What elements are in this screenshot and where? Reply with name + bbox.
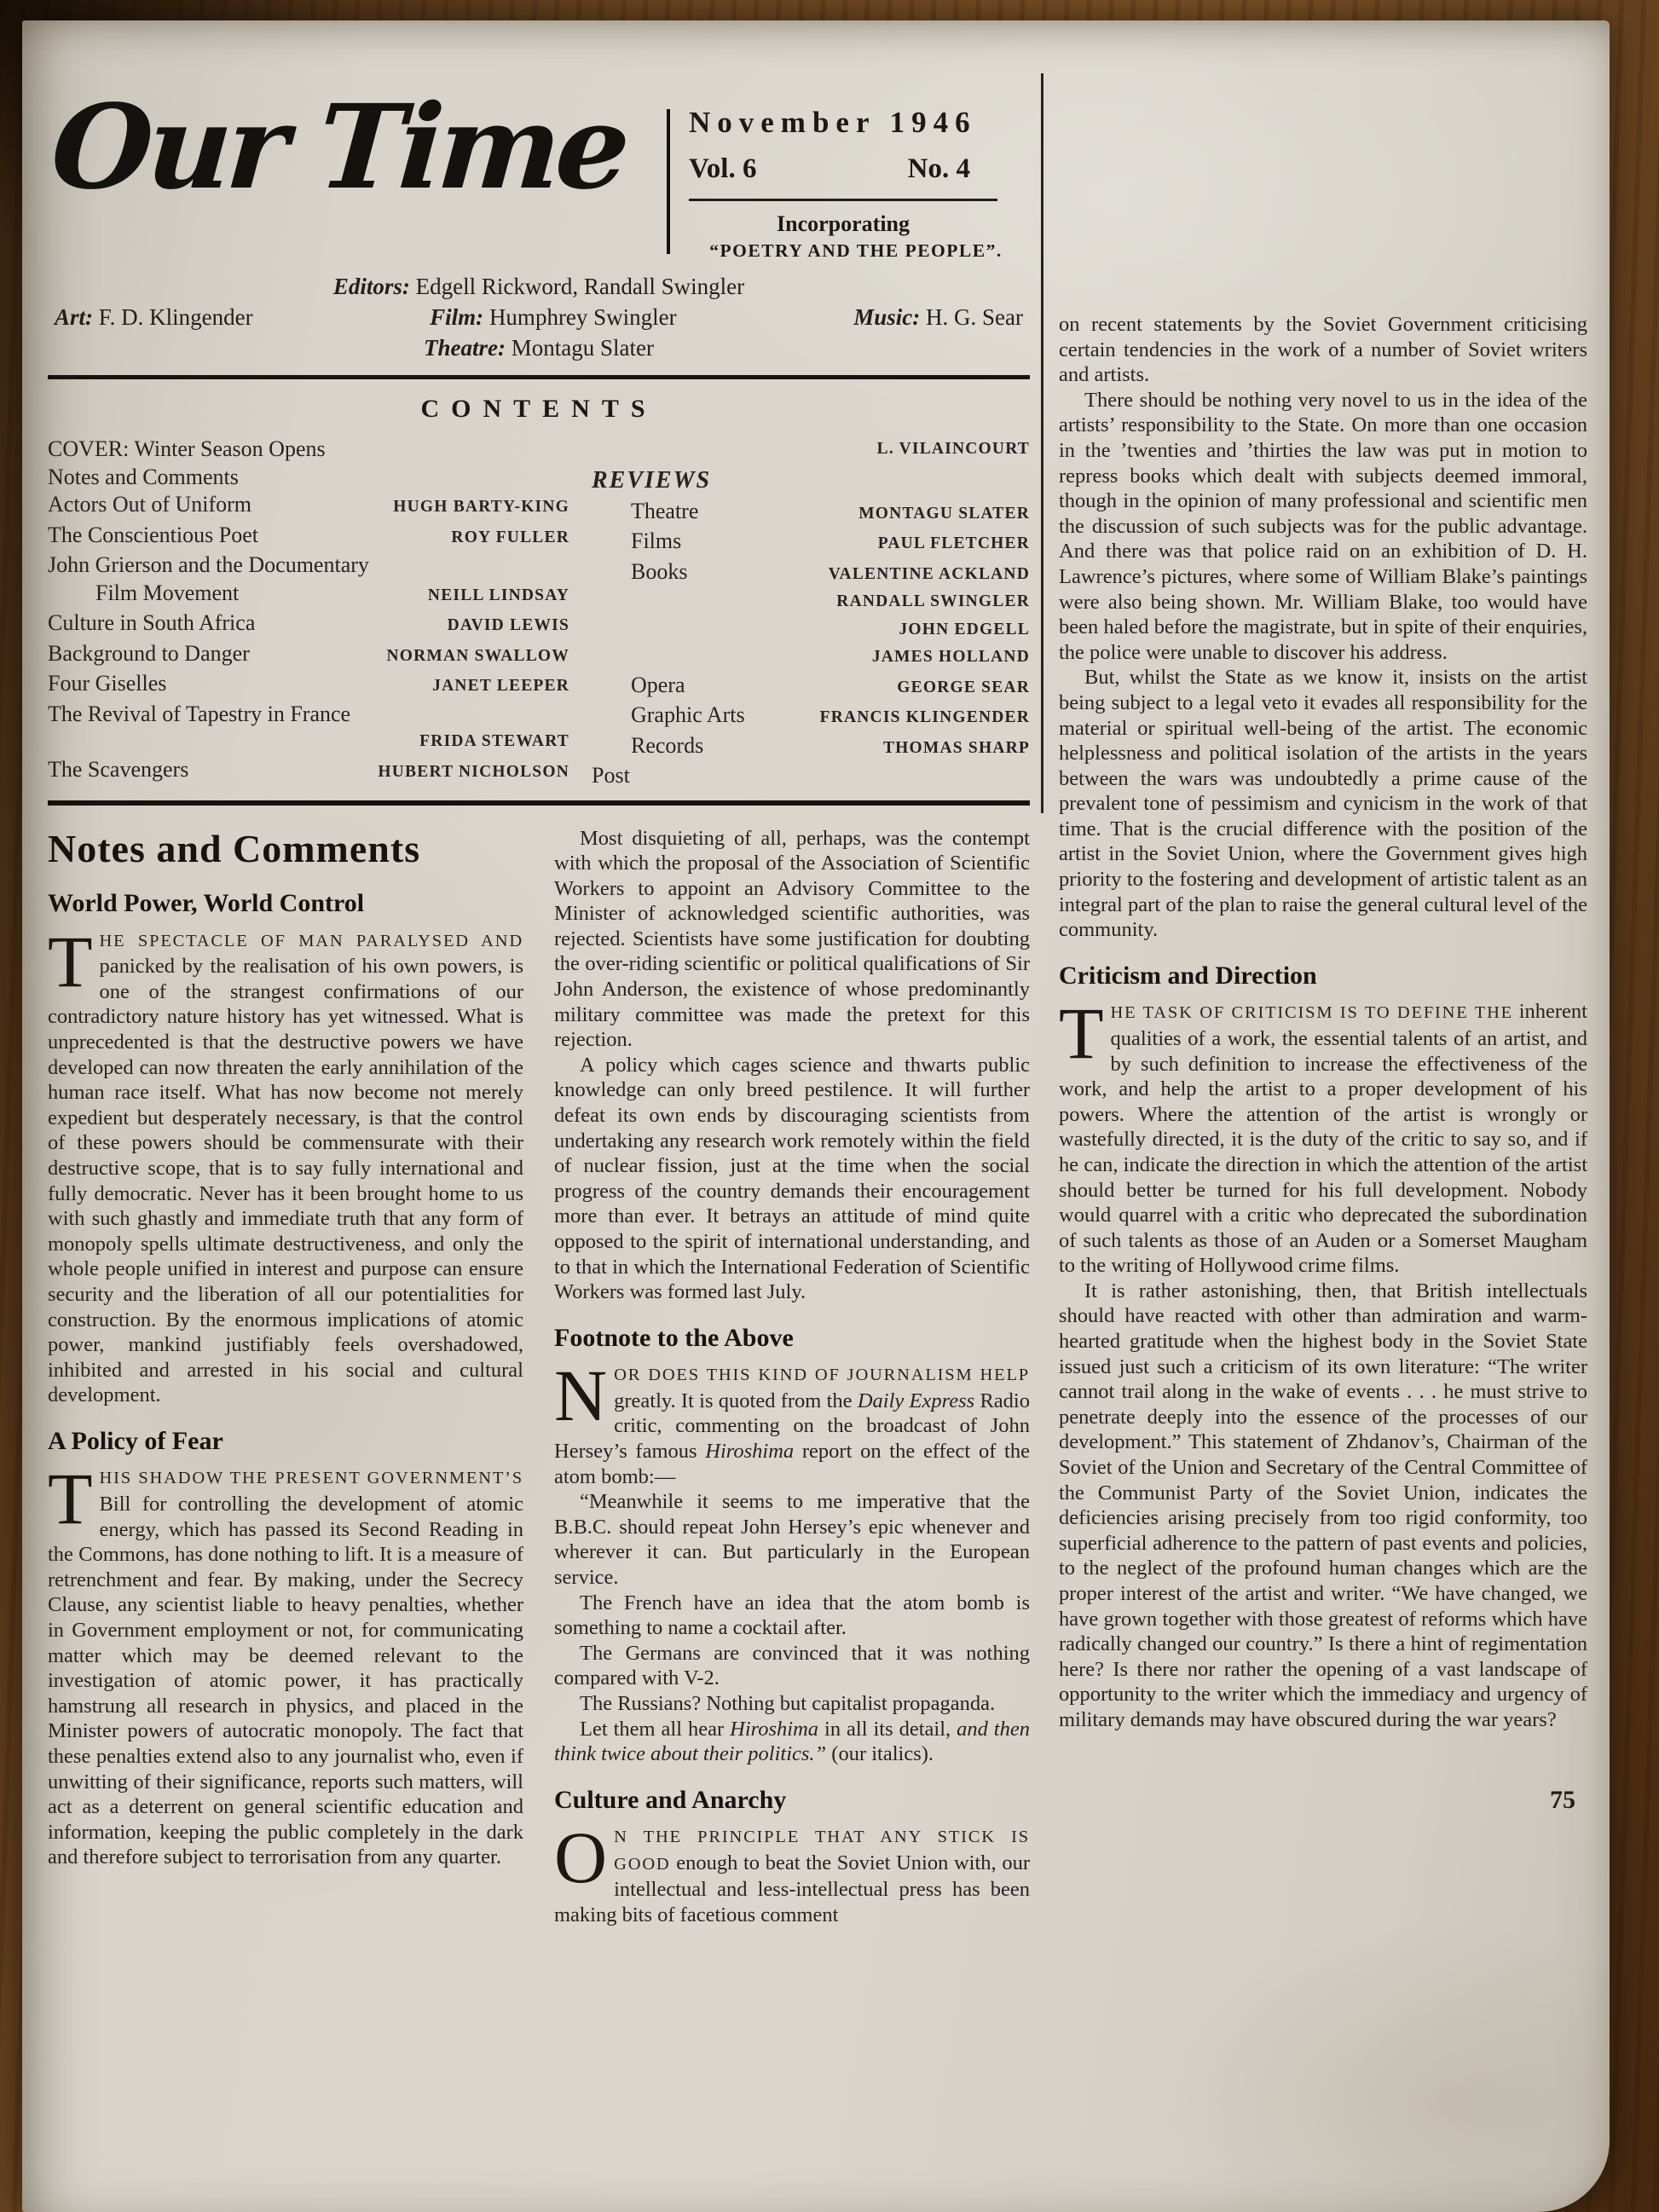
contents-row: The Revival of Tapestry in France <box>48 701 351 726</box>
editors-label: Editors: <box>332 274 410 299</box>
paragraph: on recent statements by the Soviet Government criticising certain tendencies in the work of a number of Soviet writers and artists. <box>1059 313 1587 387</box>
paragraph: A policy which cages science and thwarts public knowledge can only breed pestilence. It will further defeat its own ends by discouraging scientists from undertaking any research work remotely within the field of nuclear fission, just at the time when the social progress of the country demands their encouragement more than ever. It betrays an attitude of mind quite opposed to the spirit of international understanding, and to that in which the International Federation of Scientific Workers was formed last July. <box>554 1053 1030 1304</box>
article-heading: Notes and Comments <box>48 826 421 870</box>
theatre-editor-line <box>48 335 1030 361</box>
contents-row: The Conscientious Poet ROY FULLER <box>48 522 569 547</box>
paragraph: Let them all hear Hiroshima in all its detail, and then think twice about their politics.” (our italics). <box>554 1717 1030 1766</box>
volume-label: Vol. 6 <box>689 153 757 184</box>
contents-row: L. VILAINCOURT <box>876 440 1030 458</box>
section-heading: Footnote to the Above <box>554 1323 794 1352</box>
section-heading: A Policy of Fear <box>48 1426 223 1455</box>
contents-row: Background to Danger NORMAN SWALLOW <box>48 640 569 666</box>
paragraph: There should be nothing very novel to us in the idea of the artists’ responsibility to the State. On more than one occasion in the ’twenties and ’thirties the law was put in motion to repress books which dealt with subjects deemed immoral, though in the opinion of many professional and scientific men the discussion of such subjects was for the public advantage. And there was that police raid on an exhibition of D. H. Lawrence’s pictures, where some of William Blake’s paintings were also being shown. Mr. William Blake, too would have been haled before the magistrate, but in spite of their enquiries, the police were unable to discover his address. <box>1059 388 1587 664</box>
contents-right-column <box>592 436 1030 790</box>
issue-rule <box>689 199 997 201</box>
drop-cap: N <box>554 1354 608 1437</box>
left-region <box>48 38 1030 1928</box>
department-editors-line <box>48 304 1030 331</box>
contents-row: Post <box>592 763 630 788</box>
column-divider-rule <box>1041 73 1043 813</box>
paragraph: Most disquieting of all, perhaps, was the contempt with which the proposal of the Association of Scientific Workers to appoint an Advisory Committee to the Minister of acknowledged scientific authorities, was rejected. Scientists have some justification for doubting the over-riding scientific or political qualifications of Sir John Anderson, the existence of whose predominantly military committee was made the pretext for this rejection. <box>554 826 1030 1052</box>
art-editor: F. D. Klingender <box>98 304 253 330</box>
paragraph: The Germans are convinced that it was nothing compared with V-2. <box>554 1641 1030 1690</box>
smallcaps-lead: HIS SHADOW THE PRESENT GOVERNMENT’S <box>99 1469 523 1488</box>
smallcaps-lead: N THE PRINCIPLE THAT ANY STICK IS GOOD <box>614 1828 1030 1874</box>
contents-row: Culture in South Africa DAVID LEWIS <box>48 610 569 635</box>
drop-cap: T <box>48 920 93 1002</box>
paragraph: THE SPECTACLE OF MAN PARALYSED AND panicked by the realisation of his own powers, is one of the strangest confirmations of our contradictory nature history has yet witnessed. What is unprecedented is that the destructive powers we have developed can now threaten the early annihilation of the human race itself. What has now become not merely expedient but desperately necessary, is that the control of these powers should be commensurate with their destructive scope, that is to say fully international and fully democratic. Never has it been brought home to us with such ghastly and immediate truth that any form of monopoly spells ultimate destructiveness, and only the whole people unified in interest and purpose can ensure security and the liberation of all our potentialities for construction. By the enormous implications of atomic power, mankind justifiably feels overshadowed, inhibited and arrested in his social and cultural development. <box>48 920 523 1407</box>
theatre-label: Theatre: <box>424 335 506 361</box>
film-editor: Humphrey Swingler <box>488 304 677 330</box>
section-heading: Culture and Anarchy <box>554 1785 787 1814</box>
paragraph: THE TASK OF CRITICISM IS TO DEFINE THE inherent qualities of a work, the essential talents of an artist, and by such definition to increase the effectiveness of the work, and help the artist to a proper development of his powers. Where the attention of the artist is wrongly or wastefully directed, it is the duty of the critic to say so, and if he can, indicate the direction in which the attention of the artist should better be turned for his full development. Nobody would quarrel with a critic who deprecated the subordination of such talents as those of an Auden or a Somerset Maugham to the writing of Hollywood crime films. <box>1059 992 1587 1278</box>
blank-space <box>1059 38 1587 312</box>
theatre-editor: Montagu Slater <box>511 335 654 361</box>
horizontal-rule <box>48 800 1030 806</box>
drop-cap: T <box>1059 992 1104 1075</box>
incorporated-title: “POETRY AND THE PEOPLE”. <box>709 240 1003 261</box>
contents-row: Graphic Arts FRANCIS KLINGENDER <box>631 702 1030 727</box>
contents-left-column <box>48 436 569 790</box>
contents-row: Records THOMAS SHARP <box>631 732 1030 758</box>
contents-row: JOHN EDGELL <box>899 620 1030 638</box>
contents-row: Films PAUL FLETCHER <box>631 528 1030 553</box>
paragraph: The French have an idea that the atom bomb is something to name a cocktail after. <box>554 1591 1030 1640</box>
contents-row: Four Giselles JANET LEEPER <box>48 671 569 696</box>
contents-row: Opera GEORGE SEAR <box>631 672 1030 697</box>
paragraph: O N THE PRINCIPLE THAT ANY STICK IS GOOD enough to beat the Soviet Union with, our intellectual and less-intellectual press has been making bits of facetious comment <box>554 1816 1031 1927</box>
contents-row: Notes and Comments <box>48 464 239 489</box>
paragraph: “Meanwhile it seems to me imperative that the B.B.C. should repeat John Hersey’s epic whenever and wherever it can. But particularly in the European service. <box>554 1490 1030 1590</box>
contents-row: Theatre MONTAGU SLATER <box>631 498 1030 523</box>
section-heading: World Power, World Control <box>48 889 365 918</box>
editors-line <box>48 274 1030 300</box>
contents-row: Actors Out of Uniform HUGH BARTY-KING <box>48 492 569 517</box>
magazine-logo: Our Time <box>47 79 630 216</box>
body-column-2 <box>554 826 1030 1928</box>
paragraph: The Russians? Nothing but capitalist propaganda. <box>580 1692 996 1715</box>
editors-block <box>48 274 1030 361</box>
masthead <box>47 79 1030 262</box>
magazine-page <box>22 20 1610 2212</box>
contents-title: CONTENTS <box>420 395 657 423</box>
contents-row: John Grierson and the Documentary <box>48 552 369 577</box>
drop-cap: O <box>554 1816 608 1899</box>
contents-row: Books VALENTINE ACKLAND <box>631 558 1030 584</box>
contents-row: JAMES HOLLAND <box>871 648 1030 666</box>
number-label: No. 4 <box>907 153 970 184</box>
paragraph: NOR DOES THIS KIND OF JOURNALISM HELP greatly. It is quoted from the Daily Express Radio critic, commenting on the broadcast of John Hersey’s famous Hiroshima report on the effect of the atom bomb:— <box>554 1354 1030 1488</box>
horizontal-rule <box>48 375 1030 379</box>
body-column-3 <box>1059 38 1587 1928</box>
smallcaps-lead: OR DOES THIS KIND OF JOURNALISM HELP <box>614 1366 1030 1385</box>
paragraph: THIS SHADOW THE PRESENT GOVERNMENT’S Bill for controlling the development of atomic energy, which has passed its Second Reading in the Commons, has done nothing to lift. It is a measure of retrenchment and fear. By making, under the Secrecy Clause, any scientist liable to heavy penalties, whether in Government employment or not, for communicating matter which may be deemed relevant to the investigation of atomic power, it has practically hamstrung all research in physics, and placed in the Minister powers of autocratic monopoly. The fact that these penalties extend also to any journalist who, even if unwitting of their significance, reports such matters, will act as a deterrent on general scientific education and information, keeping the public completely in the dark and therefore subject to terrorisation from any quarter. <box>48 1458 523 1869</box>
issue-block <box>689 87 1030 262</box>
section-heading: Criticism and Direction <box>1059 961 1317 990</box>
paragraph: It is rather astonishing, then, that British intellectuals should have reacted with other than admiration and warm-hearted gratitude when the highest body in the Soviet State issued just such a criticism of its own literature: “The writer cannot trail along in the wake of events . . . he must strive to penetrate deeply into the essence of the processes of our development.” This statement of Zhdanov’s, Chairman of the Soviet of the Union and Secretary of the Central Committee of the Communist Party of the Soviet Union, indicates the deficiencies arising precisely from too rigid conformity, too superficial adherence to the pattern of past events and policies, to the neglect of the profound human changes which are the proper interest of the artist and writer. “We have changed, we have grown together with those greatest of reforms which have radically changed our country.” Is there a hint of regimentation here? Is there nor rather the opening of a vast landscape of opportunity to the writer which the immediacy and urgency of military demands may have obscured during the war years? <box>1059 1279 1587 1731</box>
reviews-heading: REVIEWS <box>592 466 712 494</box>
smallcaps-lead: HE SPECTACLE OF MAN PARALYSED AND <box>99 931 523 950</box>
music-label: Music: <box>853 304 921 330</box>
paragraph: But, whilst the State as we know it, insists on the artist being subject to a legal veto it evades all responsibility for the material or spiritual well-being of the artist. The economic helplessness and political isolation of the artists in the years between the wars was undoubtedly a prime cause of the prevalent tone of pessimism and cynicism in the work of that time. That is the crucial difference with the position of the artist in the Soviet Union, where the Government gives high priority to the fostering and development of artistic talent as an integral part of the plan to raise the general cultural level of the community. <box>1059 666 1587 942</box>
smallcaps-lead: HE TASK OF CRITICISM IS TO DEFINE THE <box>1110 1003 1513 1023</box>
body-columns <box>48 826 1030 1928</box>
contents-row: FRIDA STEWART <box>419 732 569 750</box>
art-label: Art: <box>55 304 94 330</box>
incorporating-line: Incorporating <box>777 211 910 236</box>
contents-row: RANDALL SWINGLER <box>836 592 1030 610</box>
music-editor: H. G. Sear <box>926 304 1023 330</box>
contents-row: The Scavengers HUBERT NICHOLSON <box>48 756 569 782</box>
issue-date: November 1946 <box>689 106 977 139</box>
editors-names: Edgell Rickword, Randall Swingler <box>415 274 745 299</box>
body-column-1 <box>48 826 523 1928</box>
contents-row: COVER: Winter Season Opens <box>48 436 326 461</box>
drop-cap: T <box>48 1458 93 1540</box>
contents-list <box>48 436 1030 790</box>
contents-row: Film Movement NEILL LINDSAY <box>95 580 569 605</box>
film-label: Film: <box>430 304 484 330</box>
page-number: 75 <box>1550 1785 1575 1814</box>
